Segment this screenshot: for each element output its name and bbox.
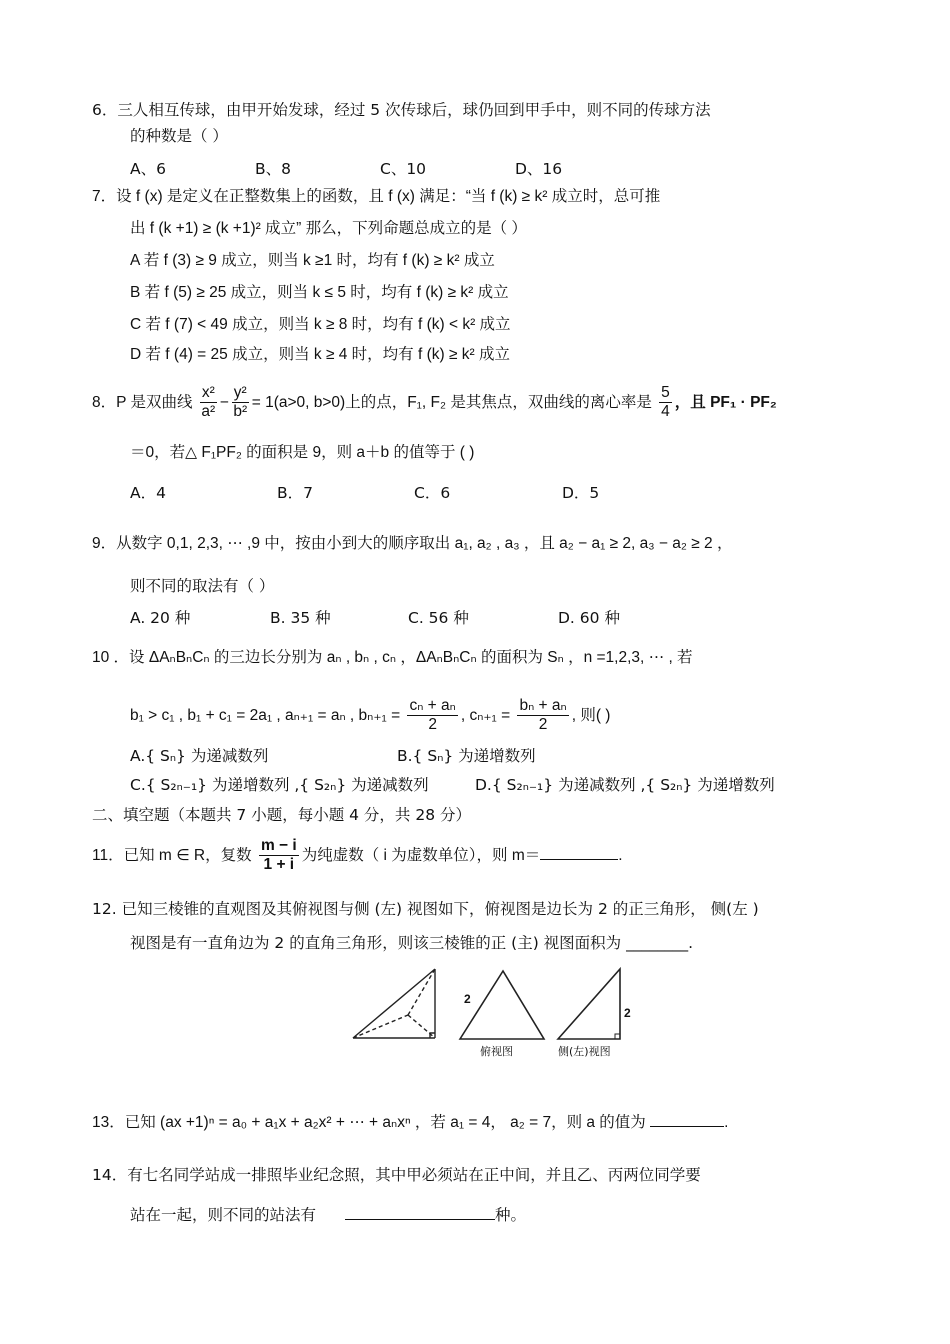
q9-option-d: D. 60 种: [558, 609, 620, 627]
q6-option-b: B、8: [255, 160, 291, 178]
q7-line1: 7．设 f (x) 是定义在正整数集上的函数，且 f (x) 满足：“当 f (k) ≥ k² 成立时，总可推: [92, 188, 661, 205]
q7-option-a: A 若 f (3) ≥ 9 成立，则当 k ≥1 时，均有 f (k) ≥ k² 成立: [130, 252, 495, 269]
q11-end: .: [618, 847, 623, 864]
q10-mid: , cₙ₊₁ =: [460, 707, 511, 724]
q14-text: 站在一起，则不同的站法有: [130, 1206, 317, 1224]
q10-option-d: D.{ S₂ₙ₋₁} 为递减数列 ,{ S₂ₙ} 为递增数列: [475, 776, 775, 794]
q8-frac-x: $\frac{\text{x²}}{\text{a²}}$: [201, 384, 216, 421]
q9-options: [130, 608, 620, 628]
q7-line2: 出 f (k +1) ≥ (k +1)² 成立” 那么，下列命题总成立的是（ ）: [130, 220, 527, 237]
q11-line: [92, 836, 623, 876]
q8-option-a: A．4: [130, 484, 166, 502]
q10-frac-b: $\frac{\text{bₙ + aₙ}}{2}$: [519, 697, 567, 734]
side-view-triangle: [558, 969, 620, 1039]
q10-option-b: B.{ Sₙ} 为递增数列: [397, 747, 536, 765]
q6-option-a: A、6: [130, 160, 166, 178]
q12-line1: 12. 已知三棱锥的直观图及其俯视图与侧 (左) 视图如下，俯视图是边长为 2 的正三角形， 侧(左 ): [92, 900, 759, 918]
three-view-figure: [348, 965, 638, 1060]
top-view-length-label: 2: [464, 992, 471, 1006]
figure-svg: [348, 965, 638, 1060]
q6-line2: 的种数是（ ）: [130, 127, 228, 145]
q10-option-a: A.{ Sₙ} 为递减数列: [130, 747, 269, 765]
q7-option-d: D 若 f (4) = 25 成立，则当 k ≥ 4 时，均有 f (k) ≥ k² 成立: [130, 346, 511, 363]
top-view-triangle: [460, 971, 544, 1039]
q8-minus: −: [219, 394, 229, 411]
q8-prefix: 8．P 是双曲线: [92, 394, 193, 411]
q10-option-c: C.{ S₂ₙ₋₁} 为递增数列 ,{ S₂ₙ} 为递减数列: [130, 776, 429, 794]
q8-eccentricity: $\frac{5}{4}$: [661, 384, 670, 421]
side-view-length-label: 2: [624, 1006, 631, 1020]
q10-line2: [130, 696, 610, 736]
q8-option-c: C．6: [414, 484, 451, 502]
q10-options-ab: [130, 746, 536, 766]
q14-answer-blank[interactable]: [345, 1205, 495, 1220]
q8-line2: ＝0，若△ F₁PF₂ 的面积是 9，则 a＋b 的值等于 ( ): [130, 444, 475, 461]
q13-answer-blank[interactable]: [650, 1112, 724, 1127]
q7-option-b: B 若 f (5) ≥ 25 成立，则当 k ≤ 5 时，均有 f (k) ≥ k² 成立: [130, 284, 509, 301]
q10-line2-prefix: b₁ > c₁ , b₁ + c₁ = 2a₁ , aₙ₊₁ = aₙ , bₙ₊₁ =: [130, 707, 401, 724]
q7-option-c: C 若 f (7) < 49 成立，则当 k ≥ 8 时，均有 f (k) < k² 成立: [130, 316, 511, 333]
section-heading: 二、填空题（本题共 7 小题，每小题 4 分，共 28 分）: [92, 806, 472, 824]
q10-tail: , 则( ): [571, 707, 611, 724]
q6-option-c: C、10: [380, 160, 427, 178]
q13-end: .: [724, 1114, 729, 1131]
q8-vector-tail: ，且 PF₁ · PF₂: [674, 394, 777, 411]
q10-frac-c: $\frac{\text{cₙ + aₙ}}{2}$: [409, 697, 456, 734]
q6-option-d: D、16: [515, 160, 563, 178]
q9-option-a: A. 20 种: [130, 609, 191, 627]
q8-mid: = 1(a>0, b>0)上的点，F₁, F₂ 是其焦点，双曲线的离心率是: [251, 394, 652, 411]
q8-frac-y: $\frac{\text{y²}}{\text{b²}}$: [233, 384, 248, 421]
top-view-caption: 俯视图: [480, 1045, 513, 1058]
q10-line1: 10 ．设 ΔAₙBₙCₙ 的三边长分别为 aₙ , bₙ , cₙ ，ΔAₙBₙCₙ 的面积为 Sₙ ，n =1,2,3, ⋯ , 若: [92, 649, 693, 666]
q8-options: [130, 483, 599, 503]
q9-line1: 9．从数字 0,1, 2,3, ⋯ ,9 中，按由小到大的顺序取出 a₁, a₂ , a₃ ，且 a₂ − a₁ ≥ 2, a₃ − a₂ ≥ 2 ，: [92, 535, 733, 552]
q8-option-d: D．5: [562, 484, 600, 502]
q8-line1: [92, 384, 777, 422]
q10-options-cd: [130, 775, 775, 795]
q11-fraction: $\frac{m - i}{1 + i}$: [260, 837, 297, 874]
q6-options: [130, 159, 562, 179]
q14-end: 种。: [494, 1206, 526, 1224]
q14-line1: 14．有七名同学站成一排照毕业纪念照，其中甲必须站在正中间，并且乙、丙两位同学要: [92, 1166, 701, 1184]
q9-line2: 则不同的取法有（ ）: [130, 577, 275, 595]
q11-answer-blank[interactable]: [540, 845, 618, 860]
pyramid-drawing: [353, 969, 435, 1038]
q6-line1: 6．三人相互传球，由甲开始发球，经过 5 次传球后，球仍回到甲手中，则不同的传球方法: [92, 101, 711, 119]
q9-option-b: B. 35 种: [270, 609, 331, 627]
q8-option-b: B．7: [277, 484, 313, 502]
q11-tail: 为纯虚数（ i 为虚数单位），则 m＝: [301, 847, 541, 864]
q13-text: 13．已知 (ax +1)ⁿ = a₀ + a₁x + a₂x² + ⋯ + aₙxⁿ ，若 a₁ = 4， a₂ = 7，则 a 的值为: [92, 1114, 646, 1131]
q14-line2: [130, 1205, 526, 1225]
q13-line: [92, 1112, 728, 1133]
side-view-caption: 侧(左)视图: [558, 1045, 611, 1058]
q11-prefix: 11．已知 m ∈ R，复数: [92, 847, 252, 864]
q12-line2: 视图是有一直角边为 2 的直角三角形，则该三棱锥的正 (主) 视图面积为 ________.: [130, 934, 694, 952]
q9-option-c: C. 56 种: [408, 609, 469, 627]
